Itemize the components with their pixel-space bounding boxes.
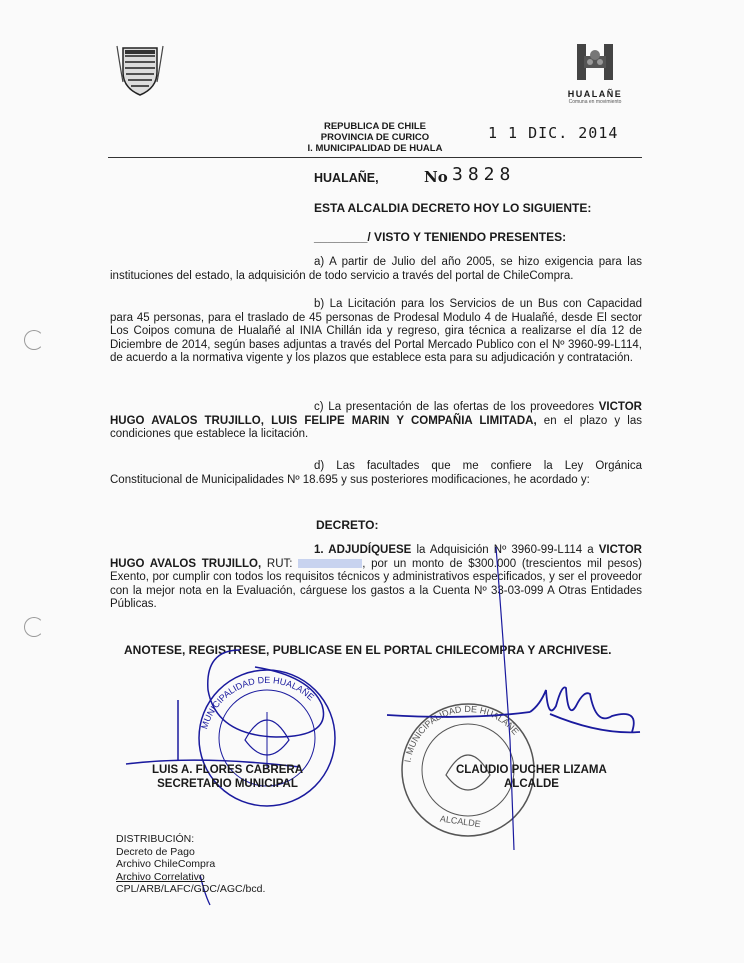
distribution-heading: DISTRIBUCIÓN: <box>116 833 195 845</box>
municipal-crest-icon <box>115 42 165 97</box>
rut-redacted <box>298 559 362 568</box>
decree-number: 3828 <box>452 164 516 185</box>
paragraph-b-text: b) La Licitación para los Servicios de un Bus con Capacidad para 45 personas, para el traslado de 45 personas de Prodesal Modulo 4 de Hualañé, desde El sector Los Coipos comuna de Hualañé al INIA Chillán ida y regreso, gira técnica a realizarse el día 12 de Diciembre de 2014, según bases adjuntas a través del Portal Mercado Publico con el Nº 3960-99-L114, de acuerdo a la normativa vigente y los plazos que establece esta para su adjudicación y contratación. <box>110 298 642 364</box>
paragraph-c-intro: c) La presentación de las ofertas de los proveedores <box>314 401 599 413</box>
header-line: I. MUNICIPALIDAD DE HUALA <box>307 143 443 154</box>
logo-tagline: Comuna en movimiento <box>568 99 622 105</box>
institution-header <box>300 121 450 154</box>
signature-block-secretary <box>152 763 303 791</box>
paragraph-a-text: a) A partir de Julio del año 2005, se hizo exigencia para las instituciones del estado, la adquisición de todo servicio a través del portal de ChileCompra. <box>110 256 642 282</box>
distribution-list <box>116 833 265 896</box>
distribution-item: Archivo Correlativo <box>116 870 205 883</box>
punch-hole <box>24 617 44 637</box>
secretary-name: LUIS A. FLORES CABRERA <box>152 764 303 776</box>
paragraph-c <box>110 401 642 442</box>
number-prefix: No <box>424 168 448 186</box>
seal-left-text: MUNICIPALIDAD DE HUALAÑE <box>199 674 317 731</box>
place-label: HUALAÑE, <box>314 171 379 185</box>
header-line: PROVINCIA DE CURICO <box>320 132 430 143</box>
paragraph-c-rest: en el plazo y las condiciones que establece la licitación. <box>110 414 642 440</box>
distribution-item: CPL/ARB/LAFC/GDC/AGC/bcd. <box>116 883 266 895</box>
mayor-name: CLAUDIO PUCHER LIZAMA <box>456 764 607 776</box>
decreto-item-verb: 1. ADJUDÍQUESE <box>314 544 412 556</box>
paragraph-d <box>110 460 642 487</box>
closing-formula: ANOTESE, REGISTRESE, PUBLICASE EN EL PORTAL CHILECOMPRA Y ARCHIVESE. <box>124 643 612 657</box>
punch-hole <box>24 330 44 350</box>
header-line: REPUBLICA DE CHILE <box>323 121 427 132</box>
hualane-logo <box>560 42 630 108</box>
decreto-item-text: la Adquisición Nº 3960-99-L114 a <box>411 544 599 556</box>
header-divider <box>108 157 642 158</box>
visto-heading: ________/ VISTO Y TENIENDO PRESENTES: <box>314 230 567 244</box>
paragraph-d-text: d) Las facultades que me confiere la Ley Orgánica Constitucional de Municipalidades Nº 18.695 y sus posteriores modificaciones, he acordado y: <box>110 460 642 486</box>
signature-block-mayor <box>456 763 607 791</box>
seal-right-bottom: ALCALDE <box>439 813 482 830</box>
hualane-h-icon <box>573 42 617 82</box>
signature-mayor <box>387 687 640 732</box>
logo-word: HUALAÑE <box>567 89 623 99</box>
mayor-title: ALCALDE <box>504 778 559 790</box>
decreto-item-rest: , por un monto de $300.000 (trescientos mil pesos) Exento, por cumplir con todos los requisitos técnicos y administrativos especificados, y ser el proveedor con la mejor nota en la Evaluación, cárguese los gastos a la Cuenta Nº 33-03-099 A Otras Entidades Públicas. <box>110 557 642 610</box>
seal-right-text: I. MUNICIPALIDAD DE HUALAÑE <box>402 703 521 764</box>
rut-label: RUT: <box>261 557 299 570</box>
distribution-item: Archivo ChileCompra <box>116 858 216 870</box>
paragraph-a <box>110 256 642 283</box>
document-title: ESTA ALCALDIA DECRETO HOY LO SIGUIENTE: <box>314 201 592 215</box>
paragraph-b <box>110 298 642 366</box>
signature-secretary <box>126 650 324 767</box>
decreto-item-1 <box>110 544 642 612</box>
paragraph-c-vendors: VICTOR HUGO AVALOS TRUJILLO, LUIS FELIPE MARIN Y COMPAÑIA LIMITADA, <box>110 401 642 427</box>
decreto-heading: DECRETO: <box>316 518 379 532</box>
date-stamp: 1 1 DIC. 2014 <box>488 124 619 142</box>
secretary-title: SECRETARIO MUNICIPAL <box>157 778 298 790</box>
distribution-item: Decreto de Pago <box>116 845 195 858</box>
decreto-vendor: VICTOR HUGO AVALOS TRUJILLO, <box>110 544 642 570</box>
